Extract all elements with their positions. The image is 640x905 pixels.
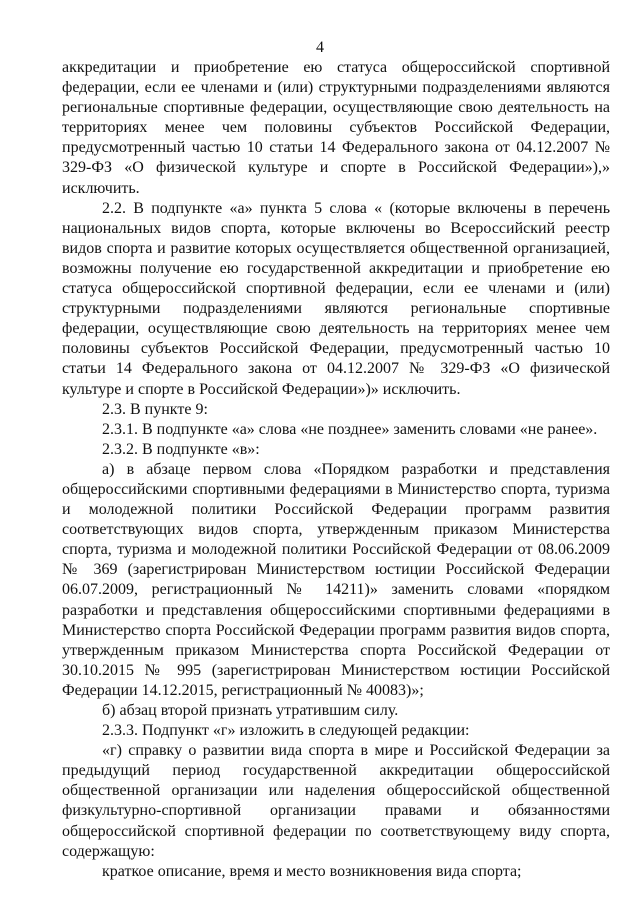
paragraph-item-a: а) в абзаце первом слова «Порядком разработки и представления общероссийскими спортивными федерациями в Министерство спорта, туризма и молодежной политики Российской Федерации программ развития соответствующих видов спорта, утвержденным приказом Министерства спорта, туризма и молодежной политики Российской Федерации от 08.06.2009 № 369 (зарегистрирован Министерством юстиции Российской Федерации 06.07.2009, регистрационный № 14211)» заменить словами «порядком разработки и представления общероссийскими спортивными федерациями в Министерство спорта Российской Федерации программ развития видов спорта, утвержденным приказом Министерства спорта Российской Федерации от 30.10.2015 № 995 (зарегистрирован Министерством юстиции Российской Федерации 14.12.2015, регистрационный № 40083)»; — [62, 460, 610, 699]
paragraph-1: аккредитации и приобретение ею статуса общероссийской спортивной федерации, если ее членами и (или) структурными подразделениями являются региональные спортивные федерации, осуществляющие свою деятельность на территориях менее чем половины субъектов Российской Федерации, предусмотренный частью 10 статьи 14 Федерального закона от 04.12.2007 № 329-ФЗ «О физической культуре и спорте в Российской Федерации»),» исключить. — [62, 59, 610, 197]
paragraph-item-g: «г) справку о развитии вида спорта в мире и Российской Федерации за предыдущий период государственной аккредитации общероссийской общественной организации или наделения общероссийской общественной физкультурно-спортивной организации правами и обязанностями общероссийской спортивной федерации по соответствующему виду спорта, содержащую: — [62, 742, 610, 860]
paragraph-2-3-2: 2.3.2. В подпункте «в»: — [102, 440, 260, 458]
page-number: 4 — [316, 39, 324, 56]
paragraph-2-2: 2.2. В подпункте «а» пункта 5 слова « (которые включены в перечень национальных видов спорта, которые включены во Всероссийский реестр видов спорта и развитие которых осуществляется общественной организацией, возможны получение ею государственной аккредитации и приобретение ею статуса общероссийской спортивной федерации, если ее членами и (или) структурными подразделениями являются региональные спортивные федерации, осуществляющие свою деятельность на территориях менее чем половины субъектов Российской Федерации, предусмотренный частью 10 статьи 14 Федерального закона от 04.12.2007 № 329-ФЗ «О физической культуре и спорте в Российской Федерации»)» исключить. — [62, 199, 610, 398]
document-body — [62, 58, 610, 882]
paragraph-2-3-3: 2.3.3. Подпункт «г» изложить в следующей редакции: — [102, 722, 470, 740]
paragraph-item-b: б) абзац второй признать утратившим силу. — [102, 702, 399, 719]
paragraph-brief-description: краткое описание, время и место возникновения вида спорта; — [102, 862, 522, 880]
paragraph-2-3-1: 2.3.1. В подпункте «а» слова «не позднее» заменить словами «не ранее». — [102, 420, 598, 438]
paragraph-2-3: 2.3. В пункте 9: — [102, 400, 208, 418]
